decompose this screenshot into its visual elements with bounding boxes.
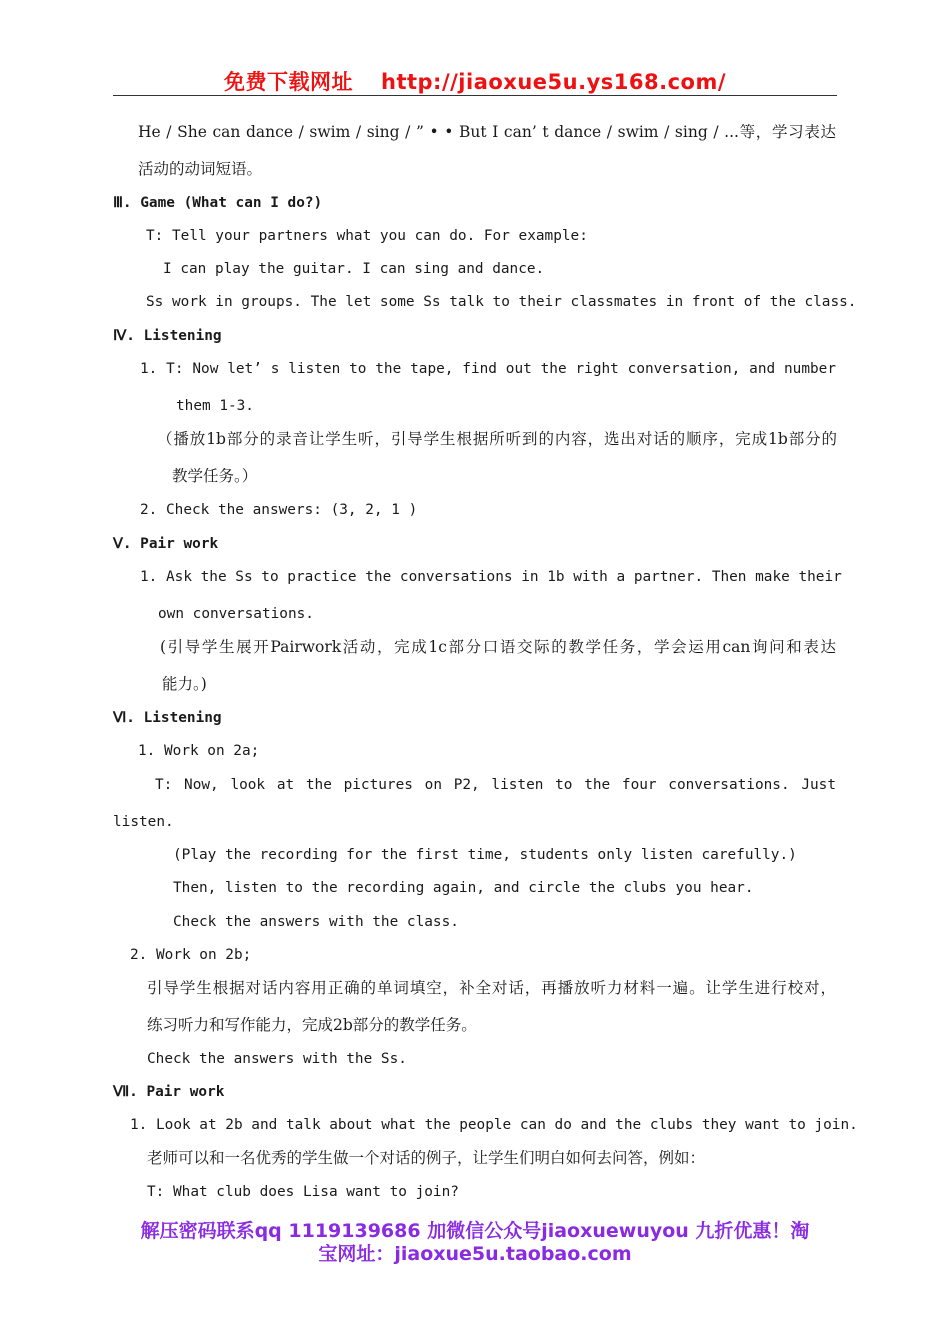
header-label: 免费下载网址: [224, 70, 353, 94]
footer-contact: 解压密码联系qq 1119139686 加微信公众号jiaoxuewuyou 九折优惠！淘: [140, 1220, 810, 1242]
intro-line-2: 活动的动词短语。: [138, 160, 263, 178]
section-5-line-4: 能力。): [162, 675, 207, 693]
section-6-line-9: 练习听力和写作能力，完成2b部分的教学任务。: [147, 1016, 477, 1034]
section-4-line-4: 教学任务。）: [172, 467, 258, 485]
footer-shop-link[interactable]: 宝网址：jiaoxue5u.taobao.com: [318, 1243, 632, 1265]
section-6-line-2: T: Now, look at the pictures on P2, listen to the four conversations. Just: [155, 777, 836, 793]
section-6-line-5: Then, listen to the recording again, and circle the clubs you hear.: [173, 880, 754, 896]
section-7-line-2: 老师可以和一名优秀的学生做一个对话的例子，让学生们明白如何去问答，例如：: [147, 1149, 706, 1167]
section-4-line-2: them 1-3.: [176, 398, 254, 414]
section-5-line-2: own conversations.: [158, 606, 314, 622]
section-4-title: Ⅳ. Listening: [113, 328, 222, 344]
section-7-line-1: 1. Look at 2b and talk about what the people can do and the clubs they want to join.: [130, 1117, 858, 1133]
section-6-line-4: (Play the recording for the first time, students only listen carefully.): [173, 847, 797, 863]
section-4-line-5: 2. Check the answers: (3, 2, 1 ): [140, 502, 418, 518]
section-6-line-7: 2. Work on 2b;: [130, 947, 252, 963]
section-4-line-1: 1. T: Now let’ s listen to the tape, find out the right conversation, and number: [140, 361, 836, 377]
section-3-line-2: I can play the guitar. I can sing and dance.: [163, 261, 545, 277]
section-6-line-1: 1. Work on 2a;: [138, 743, 260, 759]
section-3-line-3: Ss work in groups. The let some Ss talk to their classmates in front of the class.: [146, 294, 857, 310]
section-7-title: Ⅶ. Pair work: [113, 1084, 225, 1100]
section-6-line-3: listen.: [113, 814, 174, 830]
section-6-line-6: Check the answers with the class.: [173, 914, 459, 930]
section-7-line-3: T: What club does Lisa want to join?: [147, 1184, 459, 1200]
page-header: [0, 66, 950, 96]
header-divider: [113, 95, 837, 96]
section-6-line-8: 引导学生根据对话内容用正确的单词填空，补全对话，再播放听力材料一遍。让学生进行校对，: [147, 979, 836, 997]
intro-line-1: He / She can dance / swim / sing / ” • • But I can’ t dance / swim / sing / ...等，学习表达: [138, 123, 836, 141]
section-3-title: Ⅲ. Game (What can I do?): [113, 195, 323, 211]
section-6-title: Ⅵ. Listening: [113, 710, 222, 726]
section-4-line-3: （播放1b部分的录音让学生听，引导学生根据所听到的内容，选出对话的顺序，完成1b部分的: [157, 430, 837, 448]
section-3-line-1: T: Tell your partners what you can do. For example:: [146, 228, 588, 244]
section-6-line-10: Check the answers with the Ss.: [147, 1051, 407, 1067]
header-url-link[interactable]: http://jiaoxue5u.ys168.com/: [381, 70, 726, 94]
section-5-line-1: 1. Ask the Ss to practice the conversations in 1b with a partner. Then make their: [140, 569, 842, 585]
section-5-line-3: (引导学生展开Pairwork活动，完成1c部分口语交际的教学任务，学会运用can询问和表达: [160, 638, 836, 656]
section-5-title: Ⅴ. Pair work: [113, 536, 219, 552]
